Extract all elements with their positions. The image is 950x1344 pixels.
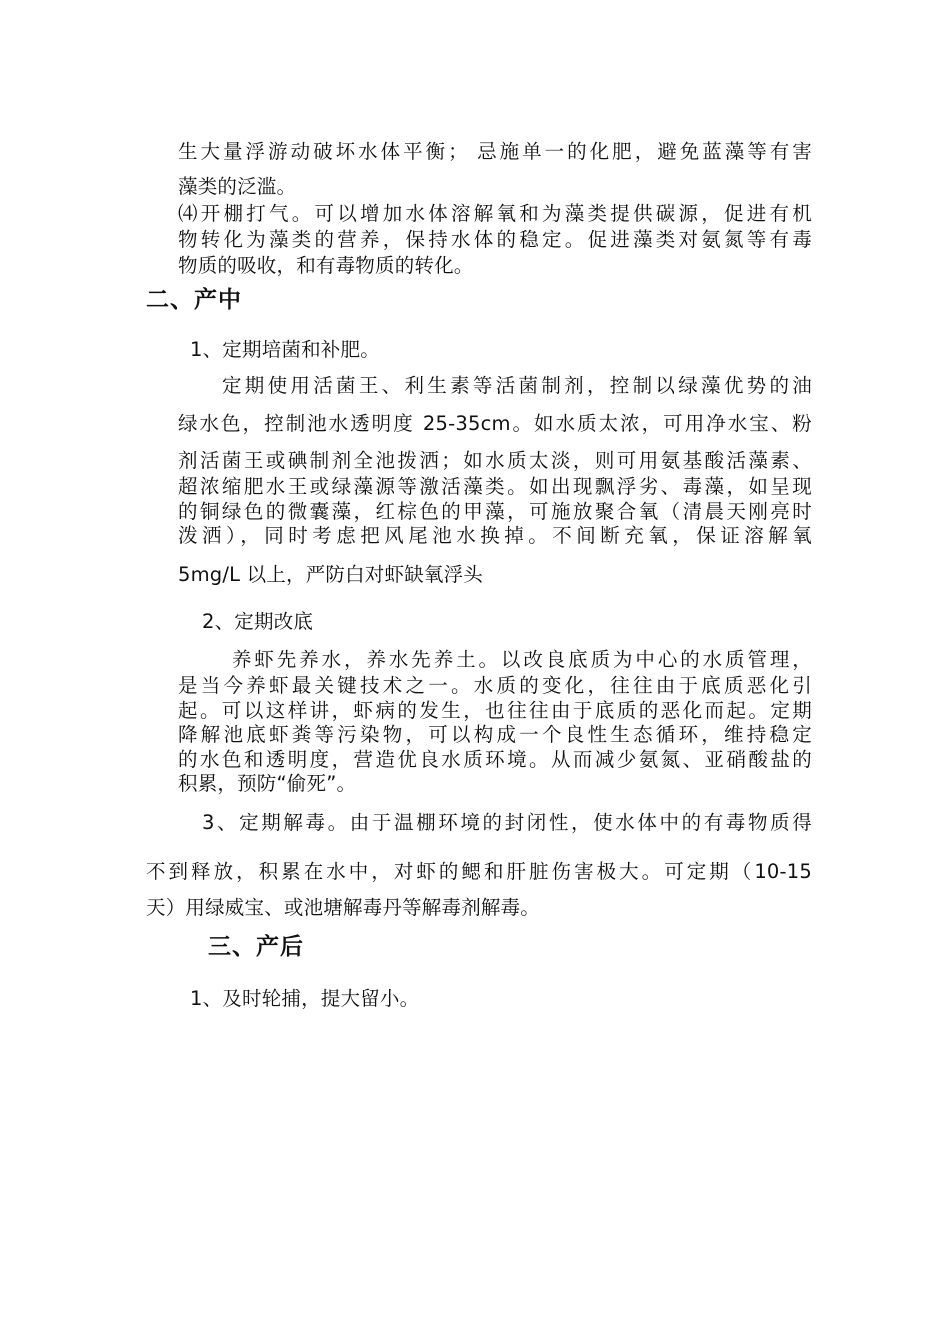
item3-line-2: 不到释放，积累在水中，对虾的鳃和肝脏伤害极大。可定期（10-15 <box>146 860 812 883</box>
top-line-5: 物质的吸收，和有毒物质的转化。 <box>178 254 474 277</box>
item1-line-4: 超浓缩肥水王或绿藻源等激活藻类。如出现飘浮劣、毒藻，如呈现 <box>178 475 812 498</box>
item3-line-3: 天）用绿威宝、或池塘解毒丹等解毒剂解毒。 <box>146 896 541 919</box>
top-line-4: 物转化为藻类的营养，保持水体的稳定。促进藻类对氨氮等有毒 <box>178 228 812 251</box>
item1-line-1: 定期使用活菌王、利生素等活菌制剂，控制以绿藻优势的油 <box>222 374 812 397</box>
item1-line-3: 剂活菌王或碘制剂全池拨洒；如水质太淡，则可用氨基酸活藻素、 <box>178 449 812 472</box>
item2-line-2: 是当今养虾最关键技术之一。水质的变化，往往由于底质恶化引 <box>178 674 812 697</box>
item1-line-2: 绿水色，控制池水透明度 25-35cm。如水质太浓，可用净水宝、粉 <box>178 412 812 435</box>
item2-line-5: 的水色和透明度，营造优良水质环境。从而减少氨氮、亚硝酸盐的 <box>178 748 812 771</box>
item-title-rotational-harvest: 1、及时轮捕，提大留小。 <box>190 987 420 1010</box>
item2-line-4: 降解池底虾粪等污染物，可以构成一个良性生态循环，维持稳定 <box>178 723 812 746</box>
item2-line-6: 积累，预防“偷死”。 <box>178 772 357 795</box>
top-line-3: ⑷开棚打气。可以增加水体溶解氧和为藻类提供碳源，促进有机 <box>178 202 812 225</box>
top-line-1: 生大量浮游动破坏水体平衡； 忌施单一的化肥，避免蓝藻等有害 <box>178 140 812 163</box>
section-heading-production: 二、产中 <box>146 287 242 313</box>
item-title-bottom-improve: 2、定期改底 <box>202 610 314 633</box>
item2-line-3: 起。可以这样讲，虾病的发生，也往往由于底质的恶化而起。定期 <box>178 699 812 722</box>
item1-line-7: 5mg/L 以上，严防白对虾缺氧浮头 <box>178 563 484 586</box>
section-heading-post-production: 三、产后 <box>208 934 304 960</box>
item1-line-5: 的铜绿色的微囊藻，红棕色的甲藻，可施放聚合氧（清晨天刚亮时 <box>178 500 812 523</box>
item2-line-1: 养虾先养水，养水先养土。以改良底质为中心的水质管理， <box>232 648 812 671</box>
top-line-2: 藻类的泛滥。 <box>178 175 297 198</box>
item-title-culture-fertilize: 1、定期培菌和补肥。 <box>190 338 380 361</box>
item3-line-1: 3、定期解毒。由于温棚环境的封闭性，使水体中的有毒物质得 <box>202 811 812 834</box>
item1-line-6: 泼洒），同时考虑把风尾池水换掉。不间断充氧，保证溶解氧 <box>178 524 812 547</box>
